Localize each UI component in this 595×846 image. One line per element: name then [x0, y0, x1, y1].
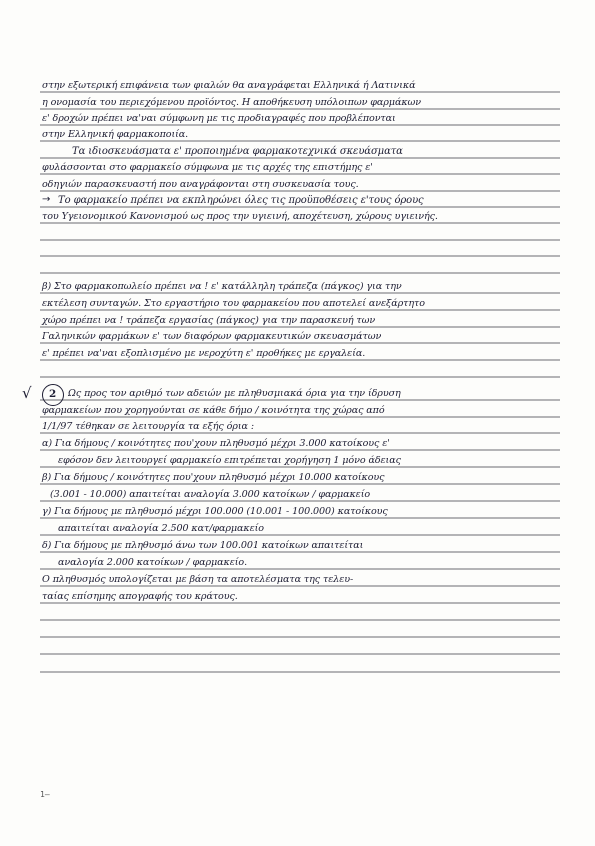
- list-item: (3.001 - 10.000) απαιτείται αναλογία 3.000 κατοίκων / φαρμακείο: [50, 489, 371, 500]
- text-line: 1/1/97 τέθηκαν σε λειτουργία τα εξής όρια :: [42, 421, 254, 432]
- list-item: δ) Για δήμους με πληθυσμό άνω των 100.001 κατοίκων απαιτείται: [42, 540, 364, 551]
- text-line: Γαληνικών φαρμάκων ε' των διαφόρων φαρμακευτικών σκευασμάτων: [42, 331, 382, 342]
- text-line: εκτέλεση συνταγών. Στο εργαστήριο του φαρμακείου που αποτελεί ανεξάρτητο: [42, 298, 425, 309]
- text-line: φαρμακείων που χορηγούνται σε κάθε δήμο / κοινότητα της χώρας από: [42, 405, 385, 416]
- section-number: 2: [49, 388, 57, 400]
- text-line: ε' δροχών πρέπει να'ναι σύμφωνη με τις προδιαγραφές που προβλέπονται: [42, 113, 396, 124]
- text-line: ταίας επίσημης απογραφής του κράτους.: [42, 591, 238, 602]
- text-line: β) Στο φαρμακοπωλείο πρέπει να ! ε' κατάλληλη τράπεζα (πάγκος) για την: [42, 281, 402, 292]
- text-line: οδηγιών παρασκευαστή που αναγράφονται στη συσκευασία τους.: [42, 179, 359, 190]
- text-line: χώρο πρέπει να ! τράπεζα εργασίας (πάγκος) για την παρασκευή των: [42, 315, 376, 326]
- list-item: αναλογία 2.000 κατοίκων / φαρμακείο.: [58, 557, 248, 568]
- list-item: γ) Για δήμους με πληθυσμό μέχρι 100.000 (10.001 - 100.000) κατοίκους: [42, 506, 388, 517]
- text-line: στην Ελληνική φαρμακοποιία.: [42, 129, 189, 140]
- text-line: Ο πληθυσμός υπολογίζεται με βάση τα αποτελέσματα της τελευ-: [42, 574, 354, 585]
- text-line: στην εξωτερική επιφάνεια των φιαλών θα αναγράφεται Ελληνικά ή Λατινικά: [42, 80, 416, 91]
- list-item: απαιτείται αναλογία 2.500 κατ/φαρμακείο: [58, 523, 264, 534]
- text-line: ε' πρέπει να'ναι εξοπλισμένο με νεροχύτη ε' προθήκες με εργαλεία.: [42, 348, 366, 359]
- list-item: β) Για δήμους / κοινότητες που'χουν πληθυσμό μέχρι 10.000 κατοίκους: [42, 472, 385, 483]
- list-item: εφόσον δεν λειτουργεί φαρμακείο επιτρέπεται χορήγηση 1 μόνο άδειας: [58, 455, 401, 466]
- text-line: η ονομασία του περιεχόμενου προϊόντος. Η αποθήκευση υπόλοιπων φαρμάκων: [42, 97, 421, 108]
- check-mark-icon: √: [22, 384, 32, 402]
- text-line: Ως προς τον αριθμό των αδειών με πληθυσμιακά όρια για την ίδρυση: [68, 388, 401, 399]
- list-item: α) Για δήμους / κοινότητες που'χουν πληθυσμό μέχρι 3.000 κατοίκους ε': [42, 438, 390, 449]
- text-line: Τα ιδιοσκευάσματα ε' προποιημένα φαρμακοτεχνικά σκευάσματα: [72, 146, 403, 157]
- text-line: Το φαρμακείο πρέπει να εκπληρώνει όλες τις προϋποθέσεις ε'τους όρους: [58, 195, 424, 206]
- text-line: φυλάσσονται στο φαρμακείο σύμφωνα με τις αρχές της επιστήμης ε': [42, 162, 373, 173]
- arrow-bullet-icon: →: [42, 194, 51, 205]
- section-number-circle: [42, 384, 64, 406]
- text-line: του Υγειονομικού Κανονισμού ως προς την υγιεινή, αποχέτευση, χώρους υγιεινής.: [42, 211, 438, 222]
- footer-mark: 1—: [40, 790, 50, 799]
